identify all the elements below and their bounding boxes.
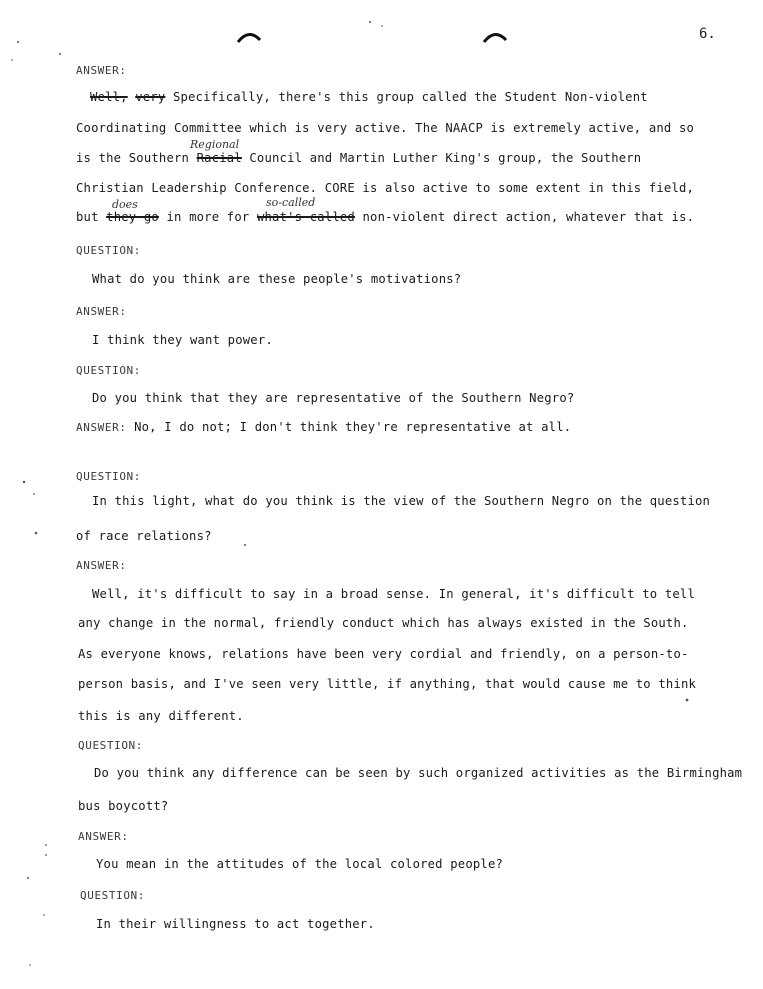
text-line: of race relations? [76,529,212,543]
line-text: Council and Martin Luther King's group, the Southern [249,151,642,165]
answer-label: ANSWER: [76,64,127,77]
struck-text: Well, [90,90,128,104]
text-line: As everyone knows, relations have been very cordial and friendly, on a person-to- [78,647,689,661]
struck-text: very [135,90,166,104]
text-line: any change in the normal, friendly conduct which has always existed in the South. [78,616,689,630]
text-line: Well, it's difficult to say in a broad sense. In general, it's difficult to tell [92,587,695,601]
answer-label: ANSWER: [78,830,129,843]
text-line: In this light, what do you think is the view of the Southern Negro on the question [92,494,711,508]
question-label: QUESTION: [76,244,142,257]
answer-label: ANSWER: [76,305,127,318]
line-text: is the Southern [76,151,190,165]
text-line: this is any different. [78,709,244,723]
text-line: In their willingness to act together. [96,917,375,931]
text-line: What do you think are these people's motivations? [92,272,462,286]
line-text: but [76,210,99,224]
line-text: No, I do not; I don't think they're representative at all. [134,420,572,434]
struck-text: Racial [196,151,242,165]
question-label: QUESTION: [76,364,142,377]
handwritten-insertion: Regional [190,138,240,151]
text-line: person basis, and I've seen very little, if anything, that would cause me to think [78,677,697,691]
question-label: QUESTION: [76,470,142,483]
text-line: I think they want power. [92,333,273,347]
struck-text: what's called [256,210,355,224]
text-line: Do you think that they are representative of the Southern Negro? [92,391,575,405]
page-number: 6. [699,26,716,42]
line-text: Specifically, there's this group called the Student Non-violent [172,90,648,104]
handwritten-insertion: does [112,198,138,211]
question-label: QUESTION: [78,739,144,752]
answer-label: ANSWER: [76,421,127,434]
text-line: Do you think any difference can be seen by such organized activities as the Birmingham [94,766,743,780]
handwritten-insertion: so-called [266,196,316,209]
text-line: You mean in the attitudes of the local colored people? [96,857,504,871]
question-label: QUESTION: [80,889,146,902]
struck-text: they go [106,210,159,224]
answer-label: ANSWER: [76,559,127,572]
line-text: in more for [166,210,250,224]
text-line: bus boycott? [78,799,169,813]
line-text: non-violent direct action, whatever that is. [362,210,695,224]
text-line: Christian Leadership Conference. CORE is also active to some extent in this field, [76,181,695,195]
text-line: Coordinating Committee which is very active. The NAACP is extremely active, and so [76,121,695,135]
